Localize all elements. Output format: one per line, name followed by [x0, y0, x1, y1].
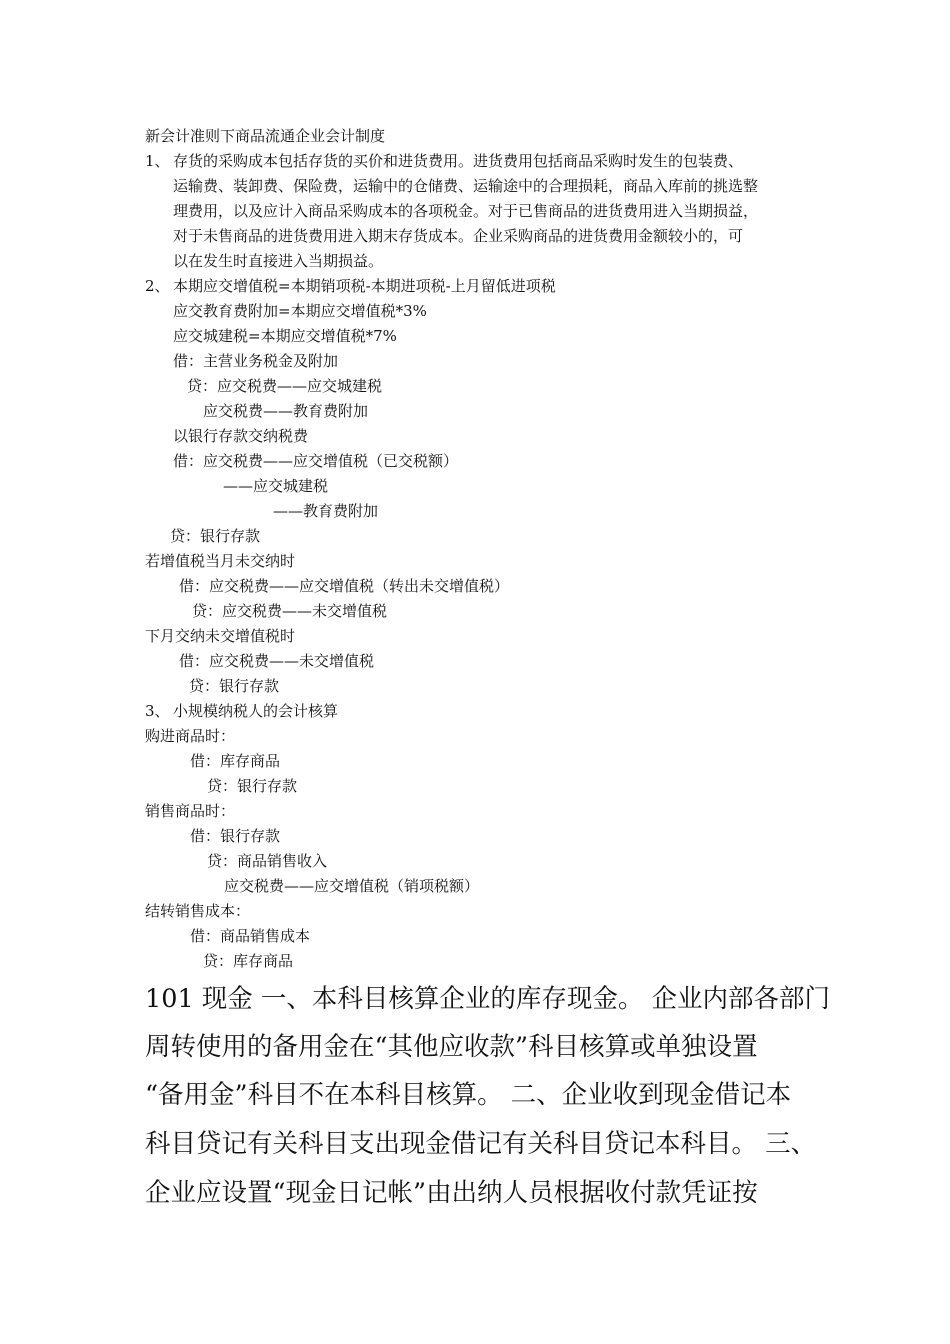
journal-entry-line: 贷：银行存款 [170, 527, 261, 545]
journal-entry-line: 若增值税当月未交纳时 [145, 552, 296, 570]
cash-paragraph-line: 101 现金 一、本科目核算企业的库存现金。 企业内部各部门 [145, 984, 830, 1014]
journal-entry-line: 结转销售成本： [145, 902, 251, 920]
journal-entry-line: 贷：库存商品 [203, 952, 294, 970]
document-title: 新会计准则下商品流通企业会计制度 [145, 127, 386, 145]
journal-entry-line: 购进商品时： [145, 727, 236, 745]
journal-entry-line: 以银行存款交纳税费 [173, 427, 309, 445]
section-1-line: 以在发生时直接进入当期损益。 [173, 252, 384, 270]
section-3-heading: 小规模纳税人的会计核算 [173, 702, 339, 720]
section-3-number: 3、 [145, 702, 170, 720]
journal-entry-line: 贷：应交税费——应交城建税 [187, 377, 383, 395]
formula-line: 本期应交增值税=本期销项税-本期进项税-上月留低进项税 [173, 277, 556, 295]
journal-entry-line: 贷：商品销售收入 [207, 852, 328, 870]
journal-entry-line: 借：应交税费——未交增值税 [179, 652, 375, 670]
journal-entry-line: 应交税费——教育费附加 [203, 402, 369, 420]
section-2-number: 2、 [145, 277, 170, 295]
journal-entry-line: 贷：银行存款 [207, 777, 298, 795]
section-1-line: 存货的采购成本包括存货的买价和进货费用。进货费用包括商品采购时发生的包装费、 [173, 152, 744, 170]
journal-entry-line: 下月交纳未交增值税时 [145, 627, 296, 645]
journal-entry-line: 应交税费——应交增值税（销项税额） [224, 877, 480, 895]
journal-entry-line: 借：商品销售成本 [190, 927, 311, 945]
formula-line: 应交教育费附加=本期应交增值税*3% [173, 302, 427, 320]
journal-entry-line: ——应交城建税 [223, 477, 329, 495]
journal-entry-line: 借：主营业务税金及附加 [173, 352, 339, 370]
journal-entry-line: 贷：银行存款 [189, 677, 280, 695]
formula-line: 应交城建税=本期应交增值税*7% [173, 327, 397, 345]
cash-paragraph-line: 企业应设置“现金日记帐”由出纳人员根据收付款凭证按 [145, 1178, 758, 1208]
section-1-line: 理费用，以及应计入商品采购成本的各项税金。对于已售商品的进货费用进入当期损益， [173, 202, 759, 220]
journal-entry-line: 借：应交税费——应交增值税（已交税额） [173, 452, 459, 470]
journal-entry-line: ——教育费附加 [273, 502, 379, 520]
journal-entry-line: 借：银行存款 [190, 827, 281, 845]
cash-paragraph-line: 科目贷记有关科目支出现金借记有关科目贷记本科目。 三、 [145, 1129, 817, 1159]
section-1-number: 1、 [145, 152, 170, 170]
journal-entry-line: 借：库存商品 [190, 752, 281, 770]
cash-paragraph-line: 周转使用的备用金在“其他应收款”科目核算或单独设置 [145, 1032, 758, 1062]
section-1-line: 运输费、装卸费、保险费，运输中的仓储费、运输途中的合理损耗，商品入库前的挑选整 [173, 177, 759, 195]
cash-paragraph-line: “备用金”科目不在本科目核算。 二、企业收到现金借记本 [145, 1080, 792, 1110]
journal-entry-line: 借：应交税费——应交增值税（转出未交增值税） [179, 577, 510, 595]
journal-entry-line: 销售商品时： [145, 802, 236, 820]
section-1-line: 对于未售商品的进货费用进入期末存货成本。企业采购商品的进货费用金额较小的，可 [173, 227, 744, 245]
journal-entry-line: 贷：应交税费——未交增值税 [192, 602, 388, 620]
